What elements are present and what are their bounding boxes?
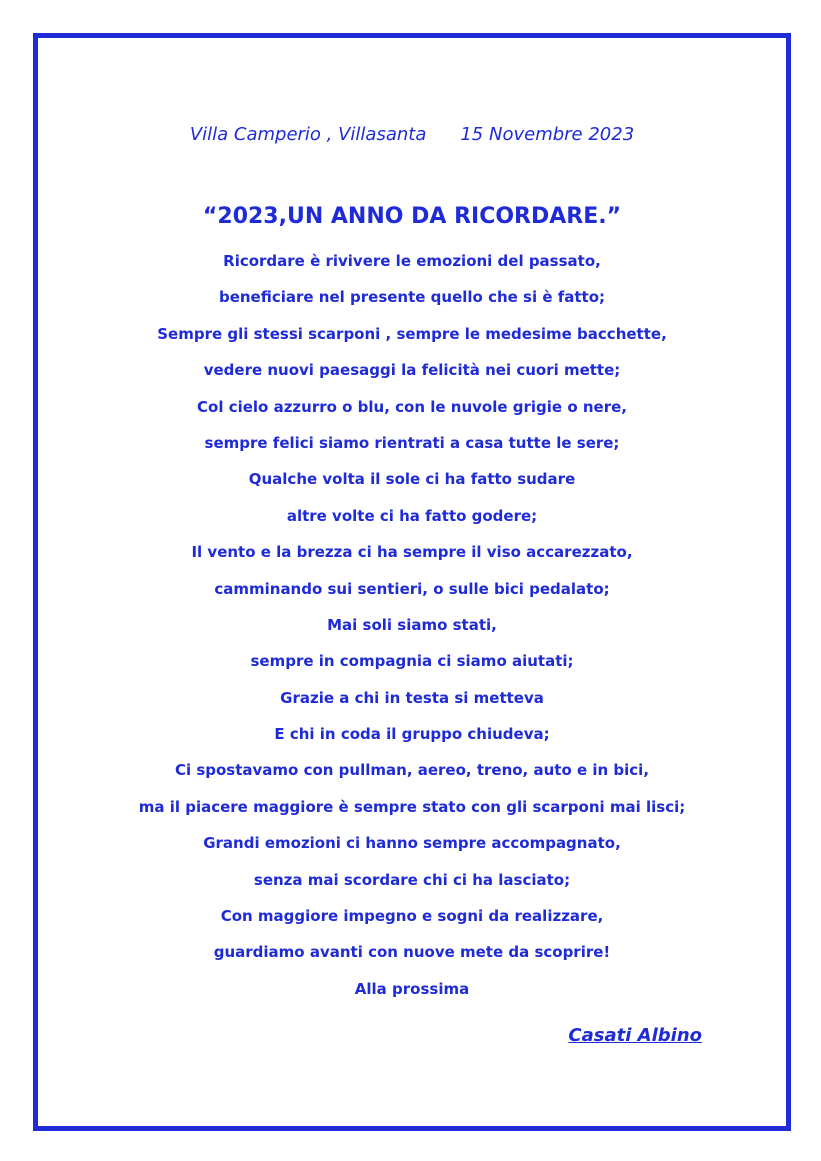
verse-line: Mai soli siamo stati, xyxy=(327,615,497,634)
verse-line: senza mai scordare chi ci ha lasciato; xyxy=(253,870,571,889)
verse-line: Col cielo azzurro o blu, con le nuvole grigie o nere, xyxy=(197,397,627,416)
verse-line: Grazie a chi in testa si metteva xyxy=(280,688,544,707)
verse-line: Sempre gli stessi scarponi , sempre le medesime bacchette, xyxy=(157,324,667,343)
verse-line: sempre in compagnia ci siamo aiutati; xyxy=(250,652,574,671)
poem-title: “2023,UN ANNO DA RICORDARE.” xyxy=(202,204,622,229)
place-date-line xyxy=(38,124,786,145)
verse-line: Ricordare è rivivere le emozioni del passato, xyxy=(223,252,601,270)
verse-line: ma il piacere maggiore è sempre stato con gli scarponi mai lisci; xyxy=(138,797,686,816)
verse-line: E chi in coda il gruppo chiudeva; xyxy=(274,725,550,744)
verse-line: altre volte ci ha fatto godere; xyxy=(286,506,538,525)
verse-line: vedere nuovi paesaggi la felicità nei cuori mette; xyxy=(203,361,621,380)
verse-line: Con maggiore impegno e sogni da realizzare, xyxy=(220,907,604,926)
author-signature: Casati Albino xyxy=(568,1025,702,1046)
verse-line: guardiamo avanti con nuove mete da scoprire! xyxy=(213,943,611,962)
date-text: 15 Novembre 2023 xyxy=(460,124,635,145)
place-text: Villa Camperio , Villasanta xyxy=(189,124,427,145)
page-border xyxy=(33,33,791,1131)
verse-line: Qualche volta il sole ci ha fatto sudare xyxy=(248,470,576,489)
verse-line-closing: Alla prossima xyxy=(354,979,470,998)
verse-line: camminando sui sentieri, o sulle bici pedalato; xyxy=(214,579,610,598)
verse-line: Grandi emozioni ci hanno sempre accompagnato, xyxy=(203,834,621,853)
verse-line: beneficiare nel presente quello che si è fatto; xyxy=(218,288,606,307)
verse-line: Il vento e la brezza ci ha sempre il viso accarezzato, xyxy=(191,543,633,562)
verse-line: Ci spostavamo con pullman, aereo, treno, auto e in bici, xyxy=(174,761,650,780)
poem-verses xyxy=(38,243,786,1007)
verse-line: sempre felici siamo rientrati a casa tutte le sere; xyxy=(204,433,620,452)
